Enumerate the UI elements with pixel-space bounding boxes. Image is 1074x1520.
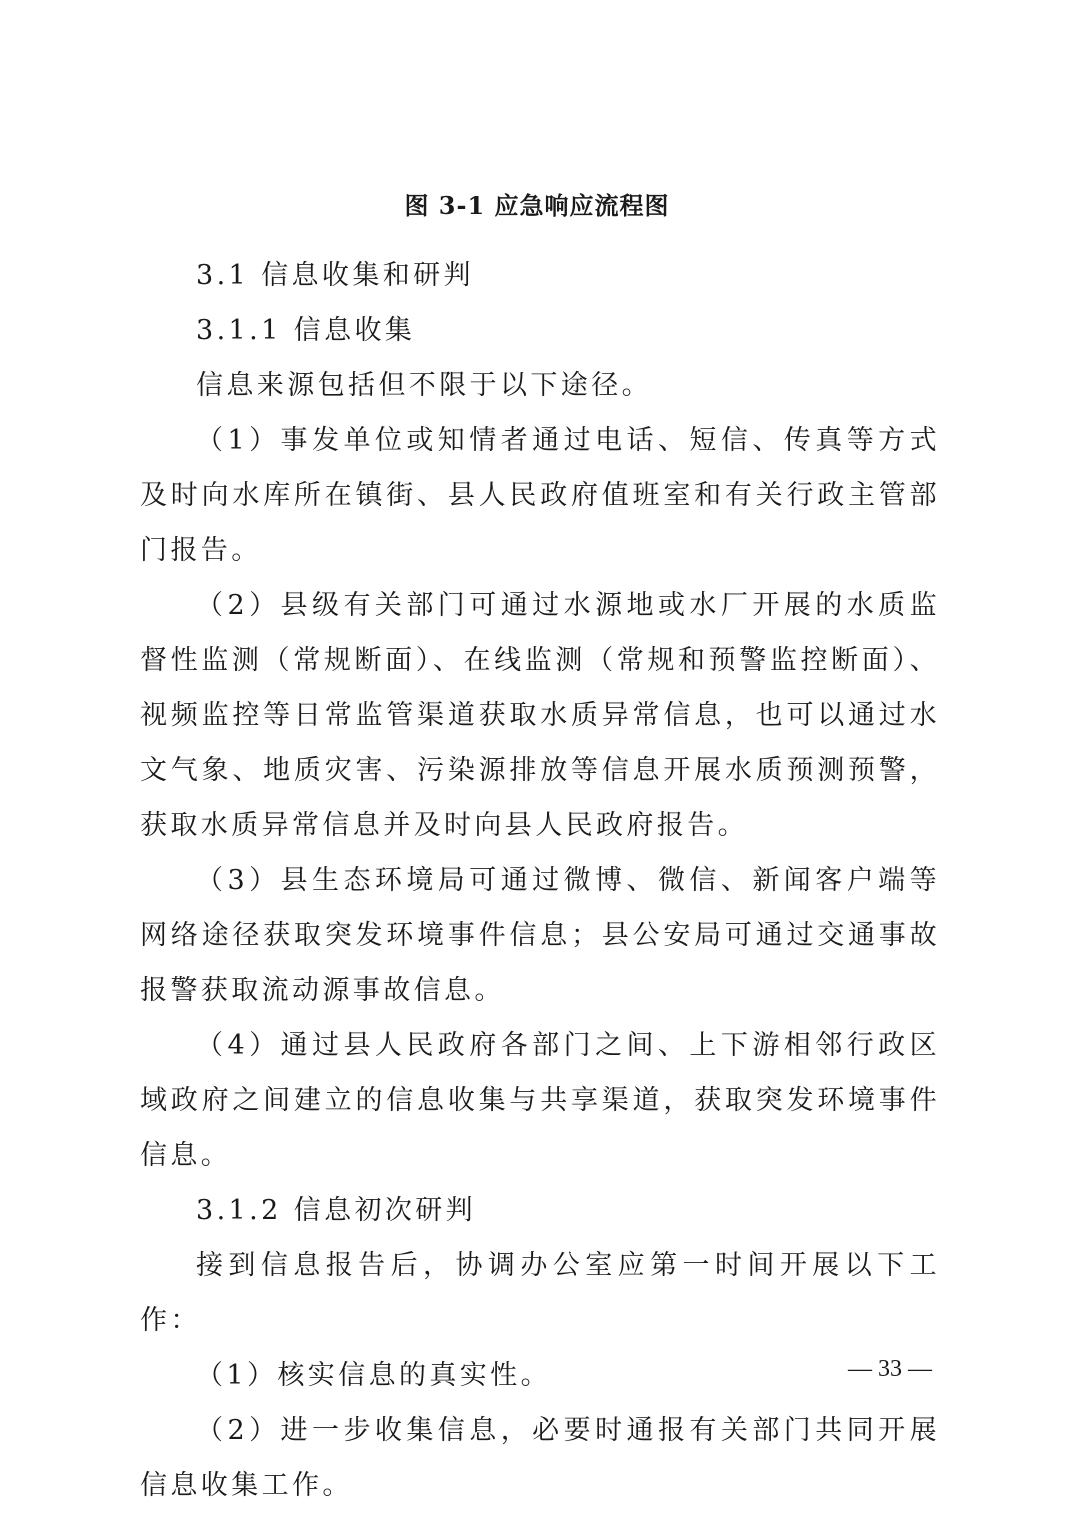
body-text xyxy=(140,248,940,1513)
paragraph-item-1: （1）事发单位或知情者通过电话、短信、传真等方式及时向水库所在镇街、县人民政府值班室和有关行政主管部门报告。 xyxy=(140,425,940,566)
paragraph-work-item-1: （1）核实信息的真实性。 xyxy=(196,1360,551,1391)
paragraph-item-4: （4）通过县人民政府各部门之间、上下游相邻行政区域政府之间建立的信息收集与共享渠道，获取突发环境事件信息。 xyxy=(140,1030,940,1171)
section-heading-3-1: 3.1 信息收集和研判 xyxy=(196,260,474,291)
paragraph-work-item-2: （2）进一步收集信息，必要时通报有关部门共同开展信息收集工作。 xyxy=(140,1415,940,1501)
paragraph-work-intro: 接到信息报告后，协调办公室应第一时间开展以下工作： xyxy=(140,1250,940,1336)
paragraph-item-3: （3）县生态环境局可通过微博、微信、新闻客户端等网络途径获取突发环境事件信息；县公安局可通过交通事故报警获取流动源事故信息。 xyxy=(140,865,940,1006)
paragraph-sources-intro: 信息来源包括但不限于以下途径。 xyxy=(196,370,652,401)
figure-caption: 图 3-1 应急响应流程图 xyxy=(404,191,670,220)
page-number: — 33 — xyxy=(848,1356,932,1382)
subsection-heading-3-1-1: 3.1.1 信息收集 xyxy=(196,315,416,346)
paragraph-item-2: （2）县级有关部门可通过水源地或水厂开展的水质监督性监测（常规断面）、在线监测（常规和预警监控断面）、视频监控等日常监管渠道获取水质异常信息，也可以通过水文气象、地质灾害、污染源排放等信息开展水质预测预警，获取水质异常信息并及时向县人民政府报告。 xyxy=(140,590,940,841)
subsection-heading-3-1-2: 3.1.2 信息初次研判 xyxy=(196,1195,477,1226)
